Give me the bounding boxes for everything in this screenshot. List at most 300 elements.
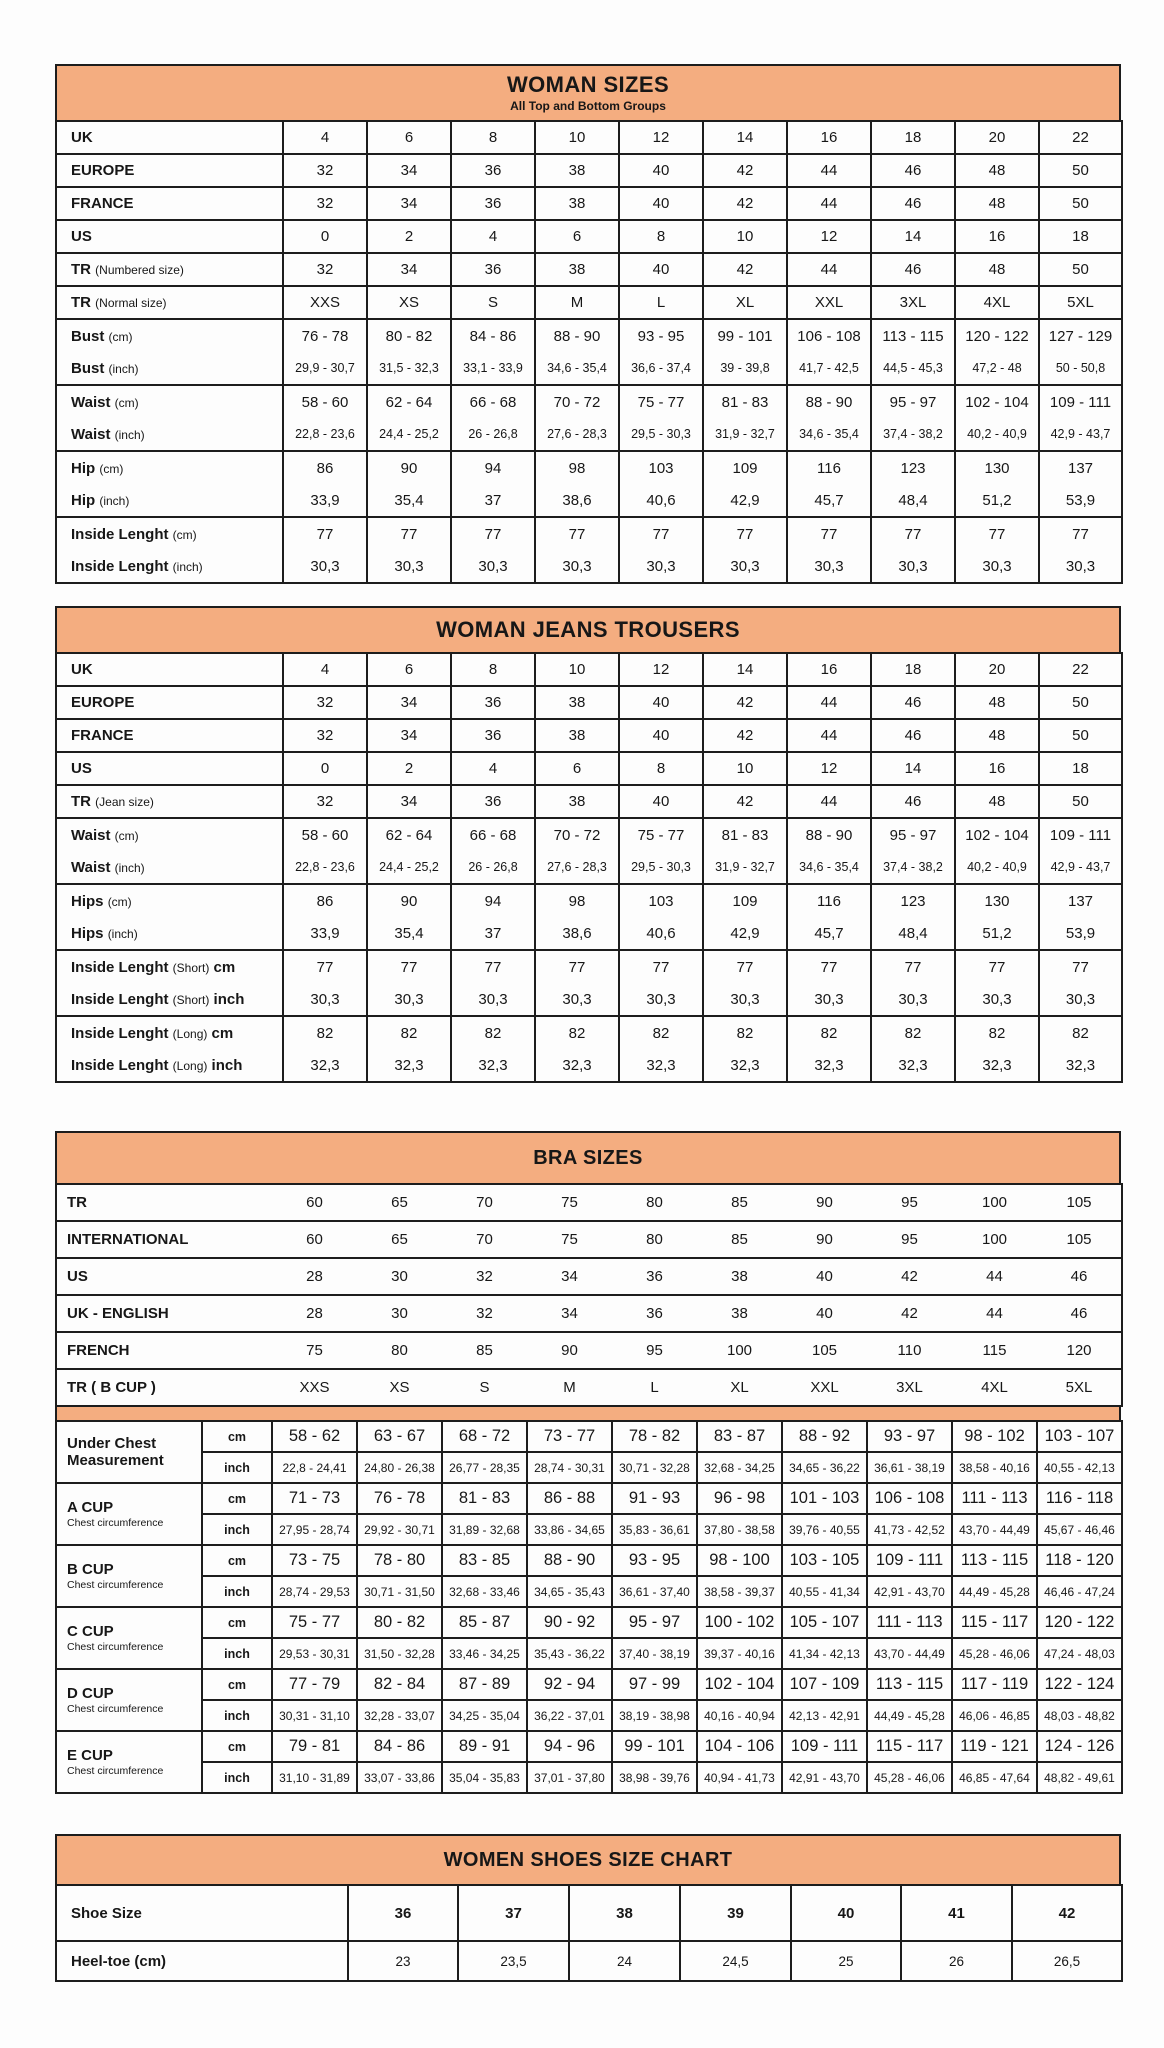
cell-value: 83 - 87 — [697, 1421, 782, 1452]
cell-value: 40 — [816, 1305, 833, 1322]
cell-value: 104 - 106 — [697, 1731, 782, 1762]
cell-value: 5XL — [1039, 286, 1122, 319]
cell-value: 37,40 - 38,19 — [612, 1638, 697, 1669]
row-label: UK — [56, 653, 283, 686]
cell-value: 45,28 - 46,06 — [952, 1638, 1037, 1669]
cell-value: 35,43 - 36,22 — [527, 1638, 612, 1669]
cell-value: XXS — [299, 1379, 330, 1396]
cell-value: 32 — [283, 785, 367, 818]
cell-value: 38,19 - 38,98 — [612, 1700, 697, 1731]
orange-divider — [55, 1405, 1121, 1422]
cell-value: 26,77 - 28,35 — [442, 1452, 527, 1483]
row-group-sublabel: Chest circumference — [67, 1579, 164, 1592]
cell-value: 82 — [535, 1016, 619, 1049]
cell-value: 20 — [955, 121, 1039, 154]
cell-value: 77 — [703, 950, 787, 983]
cell-value: 0 — [283, 752, 367, 785]
cell-value: 88 - 90 — [527, 1545, 612, 1576]
cell-value: 30,3 — [1039, 550, 1122, 583]
cell-value: 38 — [569, 1885, 680, 1941]
cell-value: 4 — [283, 121, 367, 154]
cell-value: 38 — [535, 154, 619, 187]
cell-value: 36 — [451, 686, 535, 719]
cell-value: 32,68 - 34,25 — [697, 1452, 782, 1483]
bra-sizes-table — [55, 1183, 1121, 1407]
cell-value: 32,68 - 33,46 — [442, 1576, 527, 1607]
row-label: US — [67, 1268, 88, 1285]
cell-value: 90 — [816, 1231, 833, 1248]
cell-value: 27,95 - 28,74 — [272, 1514, 357, 1545]
cell-value: 116 — [787, 884, 871, 917]
cell-value: 86 - 88 — [527, 1483, 612, 1514]
cell-value: 79 - 81 — [272, 1731, 357, 1762]
cell-value: 77 — [451, 517, 535, 550]
cell-value: 43,70 - 44,49 — [867, 1638, 952, 1669]
cell-value: 50 — [1039, 719, 1122, 752]
cell-value: 82 — [367, 1016, 451, 1049]
cell-value: 110 — [897, 1342, 922, 1359]
bra-cup-table-grid — [55, 1420, 1123, 1794]
cell-value: 77 — [955, 950, 1039, 983]
unit-label: inch — [202, 1700, 272, 1731]
cell-value: XXL — [787, 286, 871, 319]
cell-value: 130 — [955, 451, 1039, 484]
table-title: WOMAN JEANS TROUSERS — [436, 617, 740, 643]
cell-value: XXL — [810, 1379, 839, 1396]
cell-value: 84 - 86 — [451, 319, 535, 352]
cell-value: 103 - 105 — [782, 1545, 867, 1576]
cell-value: 35,4 — [367, 484, 451, 517]
cell-value: 103 - 107 — [1037, 1421, 1122, 1452]
cell-value: 90 — [816, 1194, 833, 1211]
cell-value: 90 — [367, 884, 451, 917]
cell-value: 22,8 - 23,6 — [283, 418, 367, 451]
cell-value: 43,70 - 44,49 — [952, 1514, 1037, 1545]
cell-value: 42 — [703, 686, 787, 719]
cell-value: 77 — [283, 950, 367, 983]
cell-value: 38,6 — [535, 484, 619, 517]
cell-value: 48 — [955, 719, 1039, 752]
row-label: Inside Lenght (inch) — [56, 550, 283, 583]
cell-value: 102 - 104 — [697, 1669, 782, 1700]
cell-value: 34 — [561, 1268, 578, 1285]
cell-value: 95 — [901, 1194, 918, 1211]
cell-value: 78 - 80 — [357, 1545, 442, 1576]
cell-value: 39 - 39,8 — [703, 352, 787, 385]
cell-value: 32 — [283, 719, 367, 752]
cell-value: 92 - 94 — [527, 1669, 612, 1700]
cell-value: 70 — [476, 1194, 493, 1211]
cell-value: 32 — [476, 1268, 493, 1285]
cell-value: 34 — [367, 253, 451, 286]
shoes-table — [55, 1884, 1121, 1982]
cell-value: 40,6 — [619, 917, 703, 950]
cell-value: L — [619, 286, 703, 319]
cell-value: 14 — [871, 220, 955, 253]
cell-value: 109 - 111 — [1039, 385, 1122, 418]
cell-value: 32,3 — [451, 1049, 535, 1082]
cell-value: 5XL — [1065, 1379, 1093, 1396]
cell-value: 85 — [476, 1342, 493, 1359]
cell-value: 109 - 111 — [782, 1731, 867, 1762]
row-group-label: A CUP Chest circumference — [56, 1483, 202, 1545]
cell-value: 30,3 — [703, 983, 787, 1016]
cell-value: 106 - 108 — [867, 1483, 952, 1514]
cell-value: 24,5 — [680, 1941, 791, 1981]
cell-value: 8 — [451, 121, 535, 154]
cell-value: 30,3 — [787, 983, 871, 1016]
row-label: Waist (inch) — [56, 418, 283, 451]
cell-value: 33,1 - 33,9 — [451, 352, 535, 385]
cell-value: 40,55 - 41,34 — [782, 1576, 867, 1607]
cell-value: 66 - 68 — [451, 385, 535, 418]
bra-sizes-table-grid — [55, 1183, 1123, 1407]
cell-value: 80 — [646, 1194, 663, 1211]
cell-value: 42,9 - 43,7 — [1039, 418, 1122, 451]
cell-value: 98 — [535, 451, 619, 484]
cell-value: 84 - 86 — [357, 1731, 442, 1762]
cell-value: 82 - 84 — [357, 1669, 442, 1700]
row-label: Shoe Size — [56, 1885, 348, 1941]
cell-value: 37,4 - 38,2 — [871, 851, 955, 884]
cell-value: 30,3 — [367, 983, 451, 1016]
cell-value: 62 - 64 — [367, 818, 451, 851]
cell-value: 32 — [283, 686, 367, 719]
cell-value: 4 — [451, 752, 535, 785]
cell-value: 39,76 - 40,55 — [782, 1514, 867, 1545]
cell-value: 38 — [731, 1268, 748, 1285]
cell-value: 97 - 99 — [612, 1669, 697, 1700]
cell-value: 8 — [619, 220, 703, 253]
row-label: Waist (cm) — [56, 385, 283, 418]
cell-value: 16 — [787, 653, 871, 686]
cell-value: 75 — [561, 1194, 578, 1211]
row-label: US — [56, 220, 283, 253]
row-label: Hips (cm) — [56, 884, 283, 917]
cell-value: 33,46 - 34,25 — [442, 1638, 527, 1669]
cell-value: 75 - 77 — [272, 1607, 357, 1638]
cell-value: 29,9 - 30,7 — [283, 352, 367, 385]
cell-value: 77 — [703, 517, 787, 550]
cell-value: 40 — [619, 719, 703, 752]
cell-value: 32,3 — [619, 1049, 703, 1082]
cell-value: 50 — [1039, 785, 1122, 818]
cell-value: 46,06 - 46,85 — [952, 1700, 1037, 1731]
cell-value: 36,61 - 37,40 — [612, 1576, 697, 1607]
cell-value: 105 - 107 — [782, 1607, 867, 1638]
cell-value: 18 — [1039, 220, 1122, 253]
cell-value: 70 — [476, 1231, 493, 1248]
row-label: INTERNATIONAL — [67, 1231, 189, 1248]
cell-value: 40,16 - 40,94 — [697, 1700, 782, 1731]
cell-value: 31,89 - 32,68 — [442, 1514, 527, 1545]
cell-value: 4XL — [981, 1379, 1008, 1396]
cell-value: 23 — [348, 1941, 458, 1981]
cell-value: 14 — [703, 121, 787, 154]
cell-value: 39,37 - 40,16 — [697, 1638, 782, 1669]
cell-value: 24,80 - 26,38 — [357, 1452, 442, 1483]
cell-value: 27,6 - 28,3 — [535, 851, 619, 884]
cell-value: 16 — [955, 752, 1039, 785]
cell-value: 42 — [703, 187, 787, 220]
cell-value: 77 — [367, 950, 451, 983]
cell-value: 62 - 64 — [367, 385, 451, 418]
cell-value: 115 - 117 — [952, 1607, 1037, 1638]
cell-value: 34 — [367, 154, 451, 187]
cell-value: 87 - 89 — [442, 1669, 527, 1700]
cell-value: 41,34 - 42,13 — [782, 1638, 867, 1669]
row-label: Hips (inch) — [56, 917, 283, 950]
row-label: EUROPE — [56, 686, 283, 719]
cell-value: 44 — [787, 719, 871, 752]
jeans-trousers-table-grid — [55, 652, 1123, 1083]
cell-value: 40 — [619, 785, 703, 818]
cell-value: 10 — [703, 220, 787, 253]
cell-value: 42 — [703, 154, 787, 187]
cell-value: 30,3 — [955, 550, 1039, 583]
cell-value: 111 - 113 — [867, 1607, 952, 1638]
cell-value: 18 — [871, 121, 955, 154]
cell-value: 37 — [458, 1885, 569, 1941]
cell-value: 36 — [646, 1268, 663, 1285]
cell-value: 34 — [367, 187, 451, 220]
cell-value: 50 — [1039, 686, 1122, 719]
cell-value: 44,5 - 45,3 — [871, 352, 955, 385]
cell-value: 113 - 115 — [867, 1669, 952, 1700]
cell-value: 106 - 108 — [787, 319, 871, 352]
cell-value: 42 — [703, 719, 787, 752]
cell-value: 123 — [871, 884, 955, 917]
cell-value: 82 — [955, 1016, 1039, 1049]
cell-value: 109 - 111 — [1039, 818, 1122, 851]
woman-sizes-header — [55, 64, 1121, 122]
cell-value: 46 — [871, 154, 955, 187]
cell-value: 42,13 - 42,91 — [782, 1700, 867, 1731]
cell-value: 41,73 - 42,52 — [867, 1514, 952, 1545]
cell-value: 82 — [283, 1016, 367, 1049]
cell-value: L — [650, 1379, 659, 1396]
cell-value: 81 - 83 — [703, 385, 787, 418]
cell-value: 40 — [619, 686, 703, 719]
cell-value: 34,6 - 35,4 — [787, 851, 871, 884]
cell-value: 94 — [451, 884, 535, 917]
cell-value: 36,6 - 37,4 — [619, 352, 703, 385]
cell-value: 109 - 111 — [867, 1545, 952, 1576]
cell-value: 90 — [367, 451, 451, 484]
cell-value: 30,3 — [535, 983, 619, 1016]
cell-value: 30,3 — [451, 983, 535, 1016]
cell-value: 45,28 - 46,06 — [867, 1762, 952, 1793]
cell-value: 42,9 — [703, 917, 787, 950]
cell-value: 3XL — [896, 1379, 923, 1396]
cell-value: 58 - 60 — [283, 818, 367, 851]
cell-value: 82 — [703, 1016, 787, 1049]
row-group-label: Under Chest Measurement — [56, 1421, 202, 1483]
cell-value: 48 — [955, 154, 1039, 187]
cell-value: 30,71 - 32,28 — [612, 1452, 697, 1483]
cell-value: 2 — [367, 752, 451, 785]
cell-value: 53,9 — [1039, 917, 1122, 950]
cell-value: 111 - 113 — [952, 1483, 1037, 1514]
cell-value: 82 — [1039, 1016, 1122, 1049]
cell-value: 23,5 — [458, 1941, 569, 1981]
cell-value: 80 - 82 — [367, 319, 451, 352]
cell-value: 44,49 - 45,28 — [867, 1700, 952, 1731]
cell-value: 32,3 — [871, 1049, 955, 1082]
row-label: TR (Jean size) — [56, 785, 283, 818]
cell-value: 42 — [901, 1305, 918, 1322]
cell-value: 107 - 109 — [782, 1669, 867, 1700]
bra-sizes-header — [55, 1131, 1121, 1185]
cell-value: 34,65 - 36,22 — [782, 1452, 867, 1483]
cell-value: 34 — [367, 785, 451, 818]
shoes-header — [55, 1834, 1121, 1886]
cell-value: 41,7 - 42,5 — [787, 352, 871, 385]
unit-label: cm — [202, 1607, 272, 1638]
cell-value: 65 — [391, 1231, 408, 1248]
cell-value: 29,5 - 30,3 — [619, 418, 703, 451]
cell-value: 31,50 - 32,28 — [357, 1638, 442, 1669]
cell-value: 80 - 82 — [357, 1607, 442, 1638]
cell-value: 77 - 79 — [272, 1669, 357, 1700]
cell-value: 53,9 — [1039, 484, 1122, 517]
cell-value: 14 — [871, 752, 955, 785]
cell-value: 44 — [787, 686, 871, 719]
cell-value: 48,82 - 49,61 — [1037, 1762, 1122, 1793]
cell-value: 81 - 83 — [703, 818, 787, 851]
row-label: TR ( B CUP ) — [67, 1379, 156, 1396]
woman-sizes-table-grid — [55, 120, 1123, 584]
cell-value: 40 — [816, 1268, 833, 1285]
unit-label: inch — [202, 1638, 272, 1669]
cell-value: 38 — [535, 686, 619, 719]
unit-label: cm — [202, 1731, 272, 1762]
cell-value: 91 - 93 — [612, 1483, 697, 1514]
cell-value: 45,7 — [787, 484, 871, 517]
cell-value: 96 - 98 — [697, 1483, 782, 1514]
cell-value: 40,2 - 40,9 — [955, 418, 1039, 451]
cell-value: 70 - 72 — [535, 385, 619, 418]
unit-label: cm — [202, 1545, 272, 1576]
cell-value: 6 — [367, 653, 451, 686]
cell-value: 75 - 77 — [619, 818, 703, 851]
cell-value: 35,83 - 36,61 — [612, 1514, 697, 1545]
cell-value: 77 — [619, 950, 703, 983]
cell-value: 71 - 73 — [272, 1483, 357, 1514]
cell-value: 45,7 — [787, 917, 871, 950]
cell-value: 50 — [1039, 253, 1122, 286]
cell-value: 88 - 90 — [787, 385, 871, 418]
cell-value: 45,67 - 46,46 — [1037, 1514, 1122, 1545]
cell-value: 44,49 - 45,28 — [952, 1576, 1037, 1607]
cell-value: 2 — [367, 220, 451, 253]
cell-value: 77 — [787, 517, 871, 550]
row-group-sublabel: Chest circumference — [67, 1517, 164, 1530]
cell-value: 30,3 — [1039, 983, 1122, 1016]
cell-value: 86 — [283, 884, 367, 917]
cell-value: 31,9 - 32,7 — [703, 418, 787, 451]
cell-value: 6 — [367, 121, 451, 154]
unit-label: inch — [202, 1514, 272, 1545]
cell-value: 118 - 120 — [1037, 1545, 1122, 1576]
table-title: BRA SIZES — [533, 1146, 643, 1169]
cell-value: 34 — [367, 719, 451, 752]
cell-value: 44 — [787, 785, 871, 818]
cell-value: 31,10 - 31,89 — [272, 1762, 357, 1793]
cell-value: 95 — [646, 1342, 663, 1359]
cell-value: 50 — [1039, 154, 1122, 187]
cell-value: 95 - 97 — [871, 818, 955, 851]
row-label: FRANCE — [56, 187, 283, 220]
cell-value: 75 — [561, 1231, 578, 1248]
cell-value: 77 — [955, 517, 1039, 550]
cell-value: 77 — [871, 517, 955, 550]
row-label: Inside Lenght (Long) inch — [56, 1049, 283, 1082]
cell-value: 32,28 - 33,07 — [357, 1700, 442, 1731]
cell-value: 83 - 85 — [442, 1545, 527, 1576]
cell-value: 32 — [476, 1305, 493, 1322]
cell-value: 36 — [646, 1305, 663, 1322]
jeans-trousers-section — [55, 606, 1121, 1083]
cell-value: 32,3 — [1039, 1049, 1122, 1082]
cell-value: 101 - 103 — [782, 1483, 867, 1514]
cell-value: 38 — [535, 785, 619, 818]
cell-value: 39 — [680, 1885, 791, 1941]
cell-value: 35,4 — [367, 917, 451, 950]
cell-value: M — [535, 286, 619, 319]
table-subtitle: All Top and Bottom Groups — [510, 98, 666, 113]
cell-value: 40 — [619, 187, 703, 220]
cell-value: 29,92 - 30,71 — [357, 1514, 442, 1545]
cell-value: 36 — [451, 187, 535, 220]
cell-value: 73 - 77 — [527, 1421, 612, 1452]
cell-value: 42 — [901, 1268, 918, 1285]
cell-value: 98 - 100 — [697, 1545, 782, 1576]
cell-value: 33,86 - 34,65 — [527, 1514, 612, 1545]
unit-label: cm — [202, 1669, 272, 1700]
table-title: WOMAN SIZES — [506, 72, 670, 98]
cell-value: 30,3 — [871, 550, 955, 583]
cell-value: 77 — [535, 950, 619, 983]
cell-value: 119 - 121 — [952, 1731, 1037, 1762]
cell-value: 12 — [787, 752, 871, 785]
cell-value: 60 — [306, 1194, 323, 1211]
unit-label: inch — [202, 1762, 272, 1793]
cell-value: 44 — [986, 1268, 1003, 1285]
cell-value: 77 — [619, 517, 703, 550]
cell-value: 130 — [955, 884, 1039, 917]
cell-value: XL — [730, 1379, 749, 1396]
cell-value: 42,91 - 43,70 — [867, 1576, 952, 1607]
cell-value: 30,3 — [619, 983, 703, 1016]
row-label: UK — [56, 121, 283, 154]
row-group-sublabel: Chest circumference — [67, 1641, 164, 1654]
cell-value: 40,94 - 41,73 — [697, 1762, 782, 1793]
cell-value: 115 — [982, 1342, 1007, 1359]
cell-value: 38 — [535, 187, 619, 220]
cell-value: 36 — [451, 719, 535, 752]
cell-value: 10 — [535, 121, 619, 154]
cell-value: 105 — [811, 1342, 838, 1359]
cell-value: 124 - 126 — [1037, 1731, 1122, 1762]
cell-value: 4 — [451, 220, 535, 253]
cell-value: 81 - 83 — [442, 1483, 527, 1514]
cell-value: 32,3 — [367, 1049, 451, 1082]
cell-value: 93 - 95 — [612, 1545, 697, 1576]
row-group-label: E CUP Chest circumference — [56, 1731, 202, 1793]
cell-value: 8 — [619, 752, 703, 785]
bra-cup-table — [55, 1420, 1121, 1794]
